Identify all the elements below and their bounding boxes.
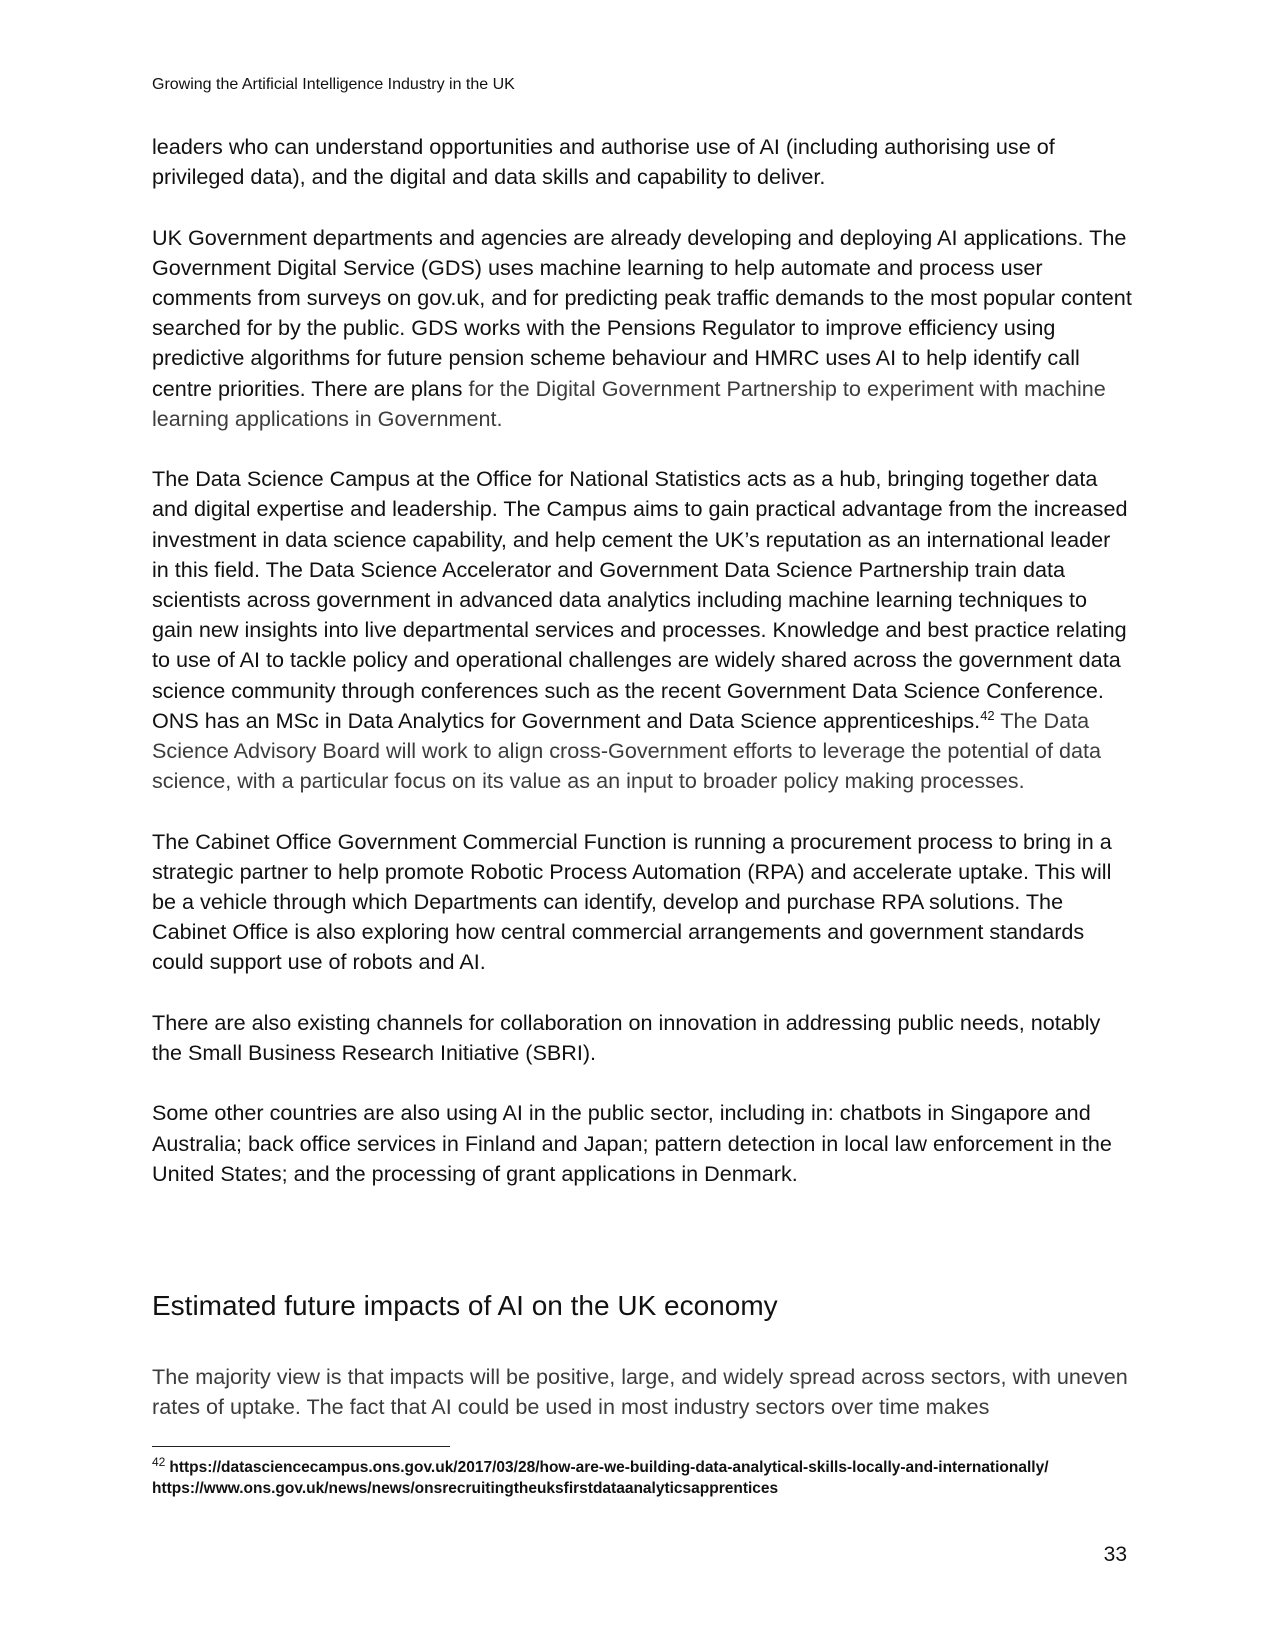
footnotes xyxy=(152,1454,1132,1499)
paragraph-1: leaders who can understand opportunities and authorise use of AI (including authorising use of privileged data), and the digital and data skills and capability to deliver. xyxy=(152,134,1055,190)
footnote-link-1[interactable]: https://datasciencecampus.ons.gov.uk/2017/03/28/how-are-we-building-data-analytical-skills-locally-and-internationally/ xyxy=(169,1459,1049,1476)
paragraph-2 xyxy=(152,223,1132,434)
page-number: 33 xyxy=(1103,1543,1127,1566)
running-header: Growing the Artificial Intelligence Industry in the UK xyxy=(152,76,515,93)
paragraph-2-text: UK Government departments and agencies are already developing and deploying AI applications. The Government Digital Service (GDS) uses machine learning to help automate and process user comments from surveys on gov.uk, and for predicting peak traffic demands to the most popular content searched for by the public. GDS works with the Pensions Regulator to improve efficiency using predictive algorithms for future pension scheme behaviour and HMRC uses AI to help identify call centre priorities. There are plans xyxy=(152,224,1132,401)
footnote-link-2[interactable]: https://www.ons.gov.uk/news/news/onsrecruitingtheuksfirstdataanalyticsapprentices xyxy=(152,1480,779,1497)
paragraph-6: Some other countries are also using AI in the public sector, including in: chatbots in Singapore and Australia; back office services in Finland and Japan; pattern detection in local law enforcement in the United States; and the processing of grant applications in Denmark. xyxy=(152,1100,1112,1186)
paragraph-3-text: The Data Science Campus at the Office for National Statistics acts as a hub, bringing together data and digital expertise and leadership. The Campus aims to gain practical advantage from the increased investment in data science capability, and help cement the UK’s reputation as an international leader in this field. The Data Science Accelerator and Government Data Science Partnership train data scientists across government in advanced data analytics including machine learning techniques to gain new insights into live departmental services and processes. Knowledge and best practice relating to use of AI to tackle policy and operational challenges are widely shared across the government data science community through conferences such as the recent Government Data Science Conference. ONS has an MSc in Data Analytics for Government and Data Science apprenticeships. xyxy=(152,466,1128,733)
paragraph-3-continuation: The Data Science Advisory Board will work to align cross-Government efforts to leverage the potential of data science, with a particular focus on its value as an input to broader policy making processes. xyxy=(152,707,1102,794)
footnote-divider xyxy=(152,1446,450,1447)
footnote-number: 42 xyxy=(152,1454,166,1469)
section-heading: Estimated future impacts of AI on the UK economy xyxy=(152,1290,778,1321)
section-intro-paragraph: The majority view is that impacts will be positive, large, and widely spread across sectors, with uneven rates of uptake. The fact that AI could be used in most industry sectors over time makes xyxy=(152,1364,1128,1420)
footnote-42 xyxy=(152,1454,1132,1478)
paragraph-3 xyxy=(152,464,1132,796)
paragraph-4: The Cabinet Office Government Commercial Function is running a procurement process to bring in a strategic partner to help promote Robotic Process Automation (RPA) and accelerate uptake. This will be a vehicle through which Departments can identify, develop and purchase RPA solutions. The Cabinet Office is also exploring how central commercial arrangements and government standards could support use of robots and AI. xyxy=(152,828,1112,975)
paragraph-5: There are also existing channels for collaboration on innovation in addressing public needs, notably the Small Business Research Initiative (SBRI). xyxy=(152,1009,1101,1066)
footnote-reference[interactable]: 42 xyxy=(980,707,995,723)
body-text xyxy=(152,132,1132,1219)
paragraph-2-continuation: for the Digital Government Partnership to experiment with machine learning applications in Government. xyxy=(152,375,1106,431)
